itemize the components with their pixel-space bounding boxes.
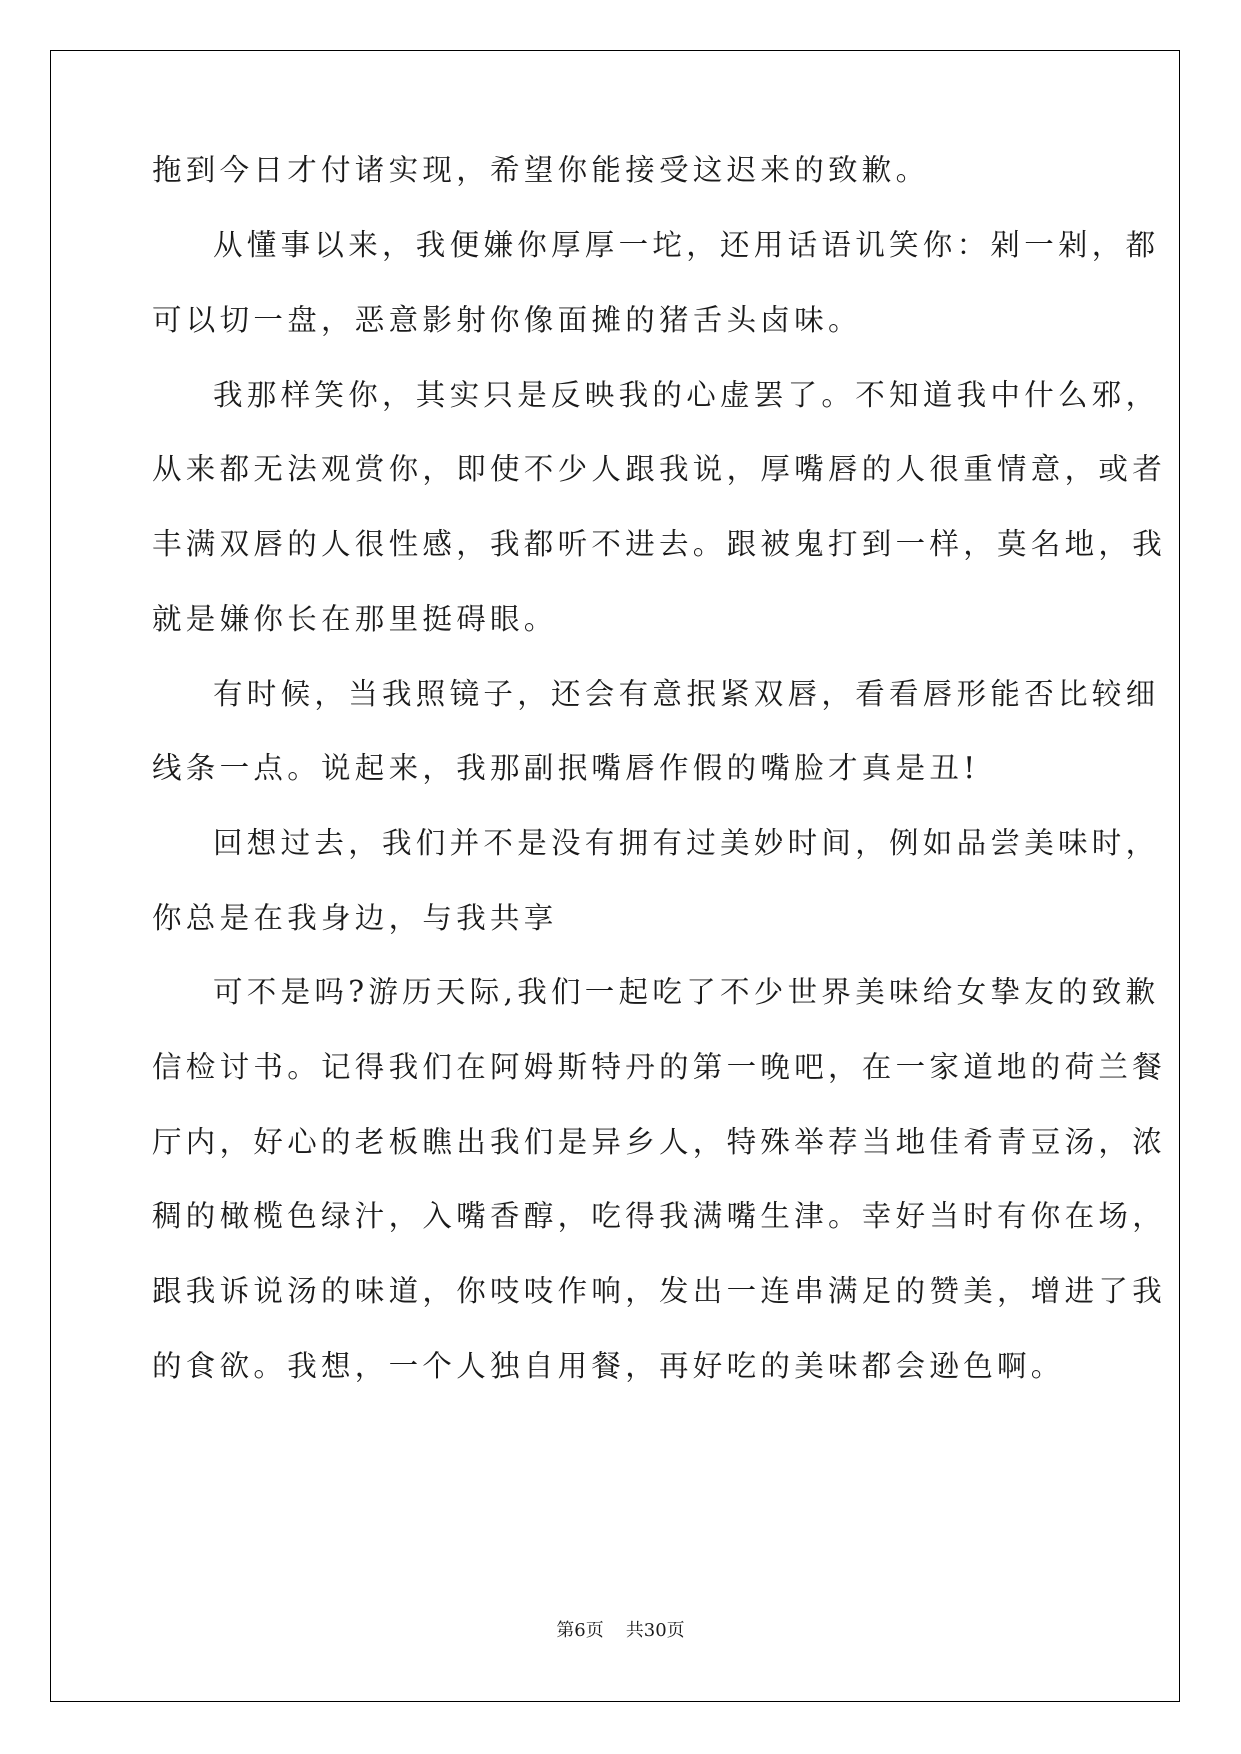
text-line: 丰满双唇的人很性感，我都听不进去。跟被鬼打到一样，莫名地，我 <box>152 527 1167 561</box>
text-line: 可以切一盘，恶意影射你像面摊的猪舌头卤味。 <box>152 303 862 337</box>
text-line: 就是嫌你长在那里挺碍眼。 <box>152 602 558 636</box>
text-line: 信检讨书。记得我们在阿姆斯特丹的第一晚吧，在一家道地的荷兰餐 <box>152 1050 1167 1084</box>
text-line: 我那样笑你，其实只是反映我的心虚罢了。不知道我中什么邪， <box>213 378 1160 412</box>
page-border <box>50 50 1180 1702</box>
text-line: 回想过去，我们并不是没有拥有过美妙时间，例如品尝美味时， <box>213 826 1160 860</box>
text-line: 从来都无法观赏你，即使不少人跟我说，厚嘴唇的人很重情意，或者 <box>152 452 1167 486</box>
page-number: 第6页 <box>556 1620 604 1641</box>
text-line: 的食欲。我想，一个人独自用餐，再好吃的美味都会逊色啊。 <box>152 1349 1065 1383</box>
text-line: 从懂事以来，我便嫌你厚厚一坨，还用话语讥笑你：剁一剁，都 <box>213 228 1160 262</box>
page-footer <box>0 1619 1241 1643</box>
page-total: 共30页 <box>625 1620 685 1641</box>
text-line: 拖到今日才付诸实现，希望你能接受这迟来的致歉。 <box>152 153 930 187</box>
text-line: 可不是吗?游历天际,我们一起吃了不少世界美味给女挚友的致歉 <box>213 975 1160 1009</box>
text-line: 线条一点。说起来，我那副抿嘴唇作假的嘴脸才真是丑! <box>152 751 980 785</box>
text-line: 你总是在我身边，与我共享 <box>152 901 558 935</box>
text-line: 有时候，当我照镜子，还会有意抿紧双唇，看看唇形能否比较细 <box>213 677 1160 711</box>
text-line: 跟我诉说汤的味道，你吱吱作响，发出一连串满足的赞美，增进了我 <box>152 1274 1167 1308</box>
text-line: 厅内，好心的老板瞧出我们是异乡人，特殊举荐当地佳肴青豆汤，浓 <box>152 1125 1167 1159</box>
text-line: 稠的橄榄色绿汁，入嘴香醇，吃得我满嘴生津。幸好当时有你在场， <box>152 1199 1167 1233</box>
